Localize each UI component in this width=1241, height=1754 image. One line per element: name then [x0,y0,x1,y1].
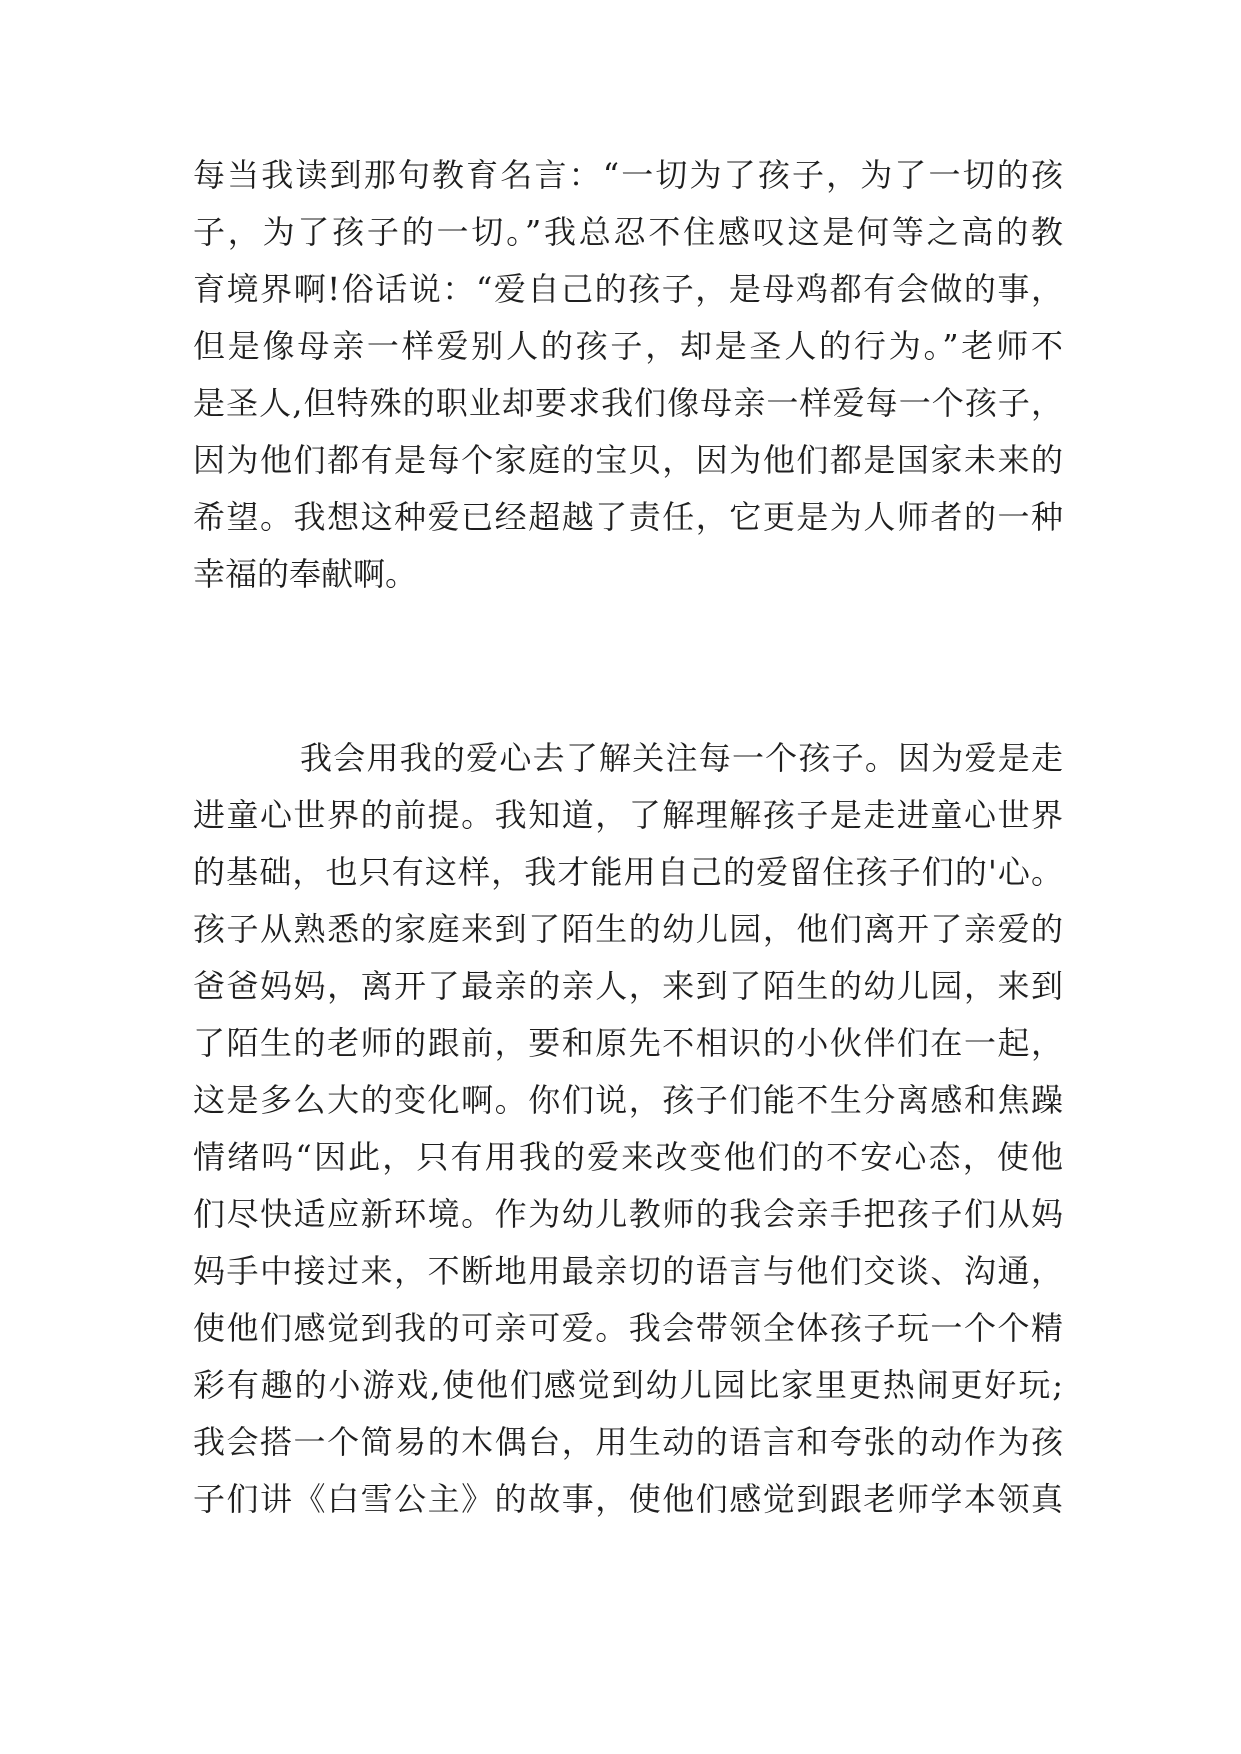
paragraph-line: 孩子从熟悉的家庭来到了陌生的幼儿园，他们离开了亲爱的 [193,910,1063,948]
paragraph-line: 是圣人,但特殊的职业却要求我们像母亲一样爱每一个孩子， [193,384,1063,422]
paragraph-line: 使他们感觉到我的可亲可爱。我会带领全体孩子玩一个个精 [193,1309,1063,1347]
paragraph-line: 彩有趣的小游戏,使他们感觉到幼儿园比家里更热闹更好玩; [193,1366,1063,1404]
paragraph-line: 情绪吗“因此，只有用我的爱来改变他们的不安心态，使他 [193,1138,1063,1176]
paragraph-line: 但是像母亲一样爱别人的孩子，却是圣人的行为。”老师不 [193,327,1063,365]
paragraph-line: 子们讲《白雪公主》的故事，使他们感觉到跟老师学本领真 [193,1480,1063,1518]
paragraph-line: 们尽快适应新环境。作为幼儿教师的我会亲手把孩子们从妈 [193,1195,1063,1233]
paragraph-line: 育境界啊!俗话说：“爱自己的孩子，是母鸡都有会做的事， [193,270,1063,308]
paragraph-line: 爸爸妈妈，离开了最亲的亲人，来到了陌生的幼儿园，来到 [193,967,1063,1005]
paragraph-line: 了陌生的老师的跟前，要和原先不相识的小伙伴们在一起， [193,1024,1063,1062]
paragraph-line: 妈手中接过来，不断地用最亲切的语言与他们交谈、沟通， [193,1252,1063,1290]
paragraph-line: 进童心世界的前提。我知道，了解理解孩子是走进童心世界 [193,796,1063,834]
paragraph-line: 我会搭一个简易的木偶台，用生动的语言和夸张的动作为孩 [193,1423,1063,1461]
paragraph-line: 每当我读到那句教育名言：“一切为了孩子，为了一切的孩 [193,156,1063,194]
paragraph-line: 的基础，也只有这样，我才能用自己的爱留住孩子们的'心。 [193,853,1063,891]
paragraph-line: 希望。我想这种爱已经超越了责任，它更是为人师者的一种 [193,498,1063,536]
paragraph-line: 因为他们都有是每个家庭的宝贝，因为他们都是国家未来的 [193,441,1063,479]
paragraph-line: 我会用我的爱心去了解关注每一个孩子。因为爱是走 [300,739,1063,777]
paragraph-line: 幸福的奉献啊。 [193,555,418,593]
paragraph-line: 子，为了孩子的一切。”我总忍不住感叹这是何等之高的教 [193,213,1063,251]
paragraph-line: 这是多么大的变化啊。你们说，孩子们能不生分离感和焦躁 [193,1081,1063,1119]
